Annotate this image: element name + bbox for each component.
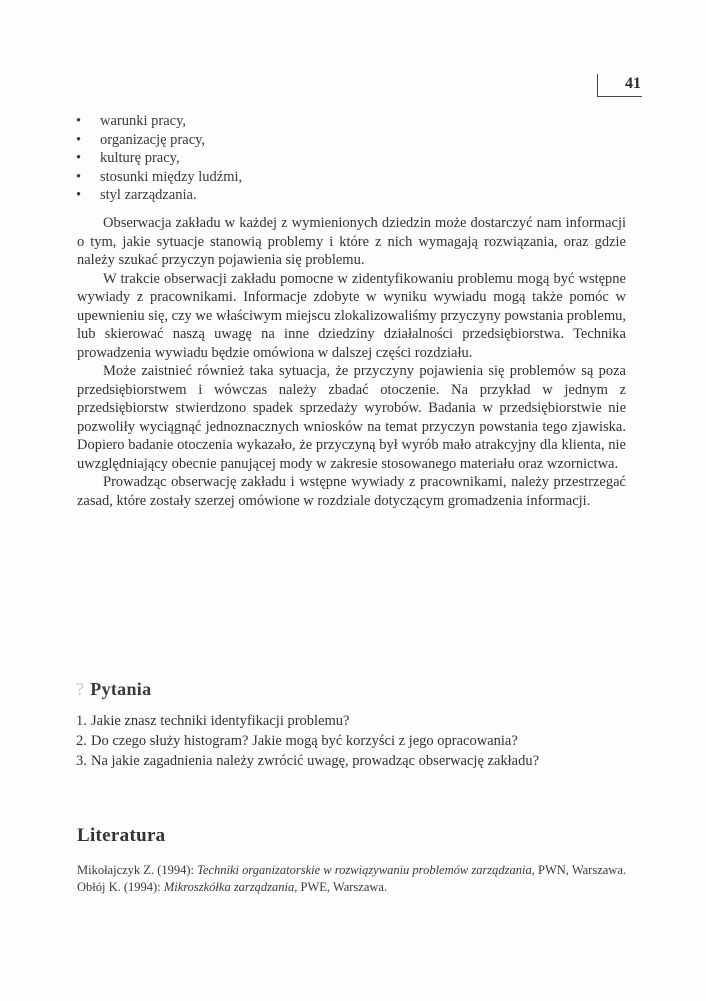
paragraph: Obserwacja zakładu w każdej z wymienionych dziedzin może dostarczyć nam informacji o tym, jakie sytuacje stanowią problemy i które z nich wymagają rozwiązania, oraz gdzie należy szukać przyczyn pojawienia się problemu. [77, 215, 626, 268]
bullet-item: • warunki pracy, [76, 112, 242, 131]
page-number: 41 [597, 74, 642, 97]
literature-heading: Literatura [77, 825, 166, 846]
question-item: 1. Jakie znasz techniki identyfikacji problemu? [76, 713, 350, 729]
bullet-item: • organizację pracy, [76, 131, 242, 150]
reference-item: Obłój K. (1994): Mikroszkółka zarządzania, PWE, Warszawa. [77, 880, 388, 894]
questions-heading: ? Pytania [76, 679, 152, 699]
paragraph: Może zaistnieć również taka sytuacja, że przyczyny pojawienia się problemów są poza przedsiębiorstwem i wówczas należy zbadać otoczenie. Na przykład w jednym z przedsiębiorstw stwierdzono spadek sprzedaży wyrobów. Badania w przedsiębiorstwie nie pozwoliły wyciągnąć jednoznacznych wniosków na temat przyczyn powstania tego zjawiska. Dopiero badanie otoczenia wykazało, że przyczyną był wyrób mało atrakcyjny dla klienta, nie uwzględniający obecnie panującej mody w zakresie stosowanego materiału oraz wzornictwa. [77, 363, 626, 472]
bullet-item: • stosunki między ludźmi, [76, 168, 242, 187]
bullet-list [76, 112, 242, 205]
questions-list [76, 711, 539, 771]
paragraph: W trakcie obserwacji zakładu pomocne w zidentyfikowaniu problemu mogą być wstępne wywiady z pracownikami. Informacje zdobyte w wyniku wywiadu mogą także pomóc w upewnieniu się, czy we właściwym miejscu zlokalizowaliśmy przyczyny powstania problemu, lub skierować naszą uwagę na inne dziedziny działalności przedsiębiorstwa. Technika prowadzenia wywiadu będzie omówiona w dalszej części rozdziału. [77, 270, 626, 361]
body-text [77, 214, 626, 510]
bullet-item: • kulturę pracy, [76, 149, 242, 168]
reference-list [77, 862, 641, 896]
question-mark-icon: ? [76, 679, 85, 699]
reference-item: Mikołajczyk Z. (1994): Techniki organizatorskie w rozwiązywaniu problemów zarządzania, PWN, Warszawa. [77, 863, 626, 877]
bullet-item: • styl zarządzania. [76, 186, 242, 205]
question-item: 3. Na jakie zagadnienia należy zwrócić uwagę, prowadząc obserwację zakładu? [76, 753, 540, 769]
question-item: 2. Do czego służy histogram? Jakie mogą być korzyści z jego opracowania? [76, 733, 518, 749]
paragraph: Prowadząc obserwację zakładu i wstępne wywiady z pracownikami, należy przestrzegać zasad, które zostały szerzej omówione w rozdziale dotyczącym gromadzenia informacji. [77, 474, 626, 509]
